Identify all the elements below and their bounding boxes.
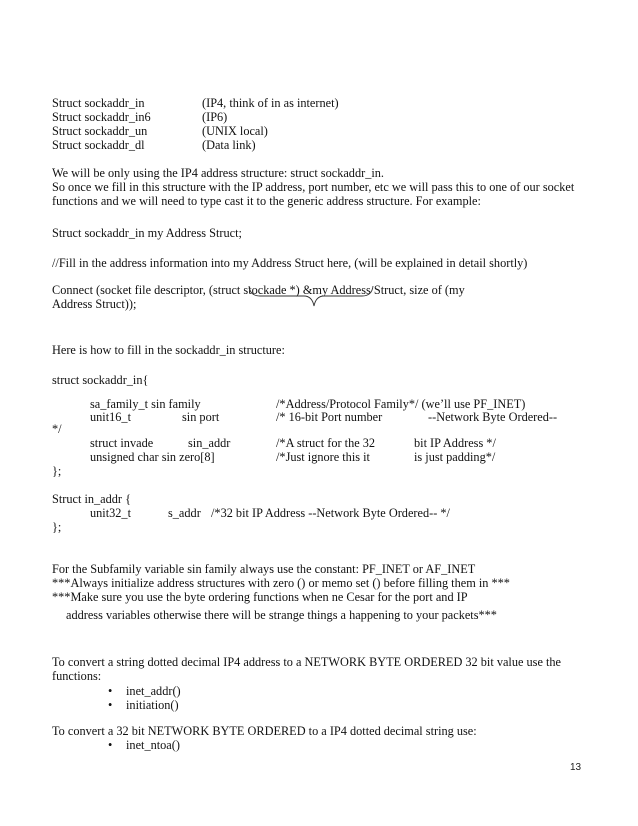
convert1-line-0: To convert a string dotted decimal IP4 address to a NETWORK BYTE ORDERED 32 bit value use the (52, 655, 562, 669)
field-3-type: unsigned char sin zero[8] (90, 450, 215, 464)
field-1-name: sin port (182, 410, 220, 424)
struct-desc-2: (UNIX local) (202, 124, 268, 138)
connect-line-1: Address Struct)); (52, 297, 137, 311)
note-line-1: ***Always initialize address structures with zero () or memo set () before filling them in *** (52, 576, 510, 590)
connect-line-0: Connect (socket file descriptor, (struct stockade *) &my Address Struct, size of (my (52, 283, 465, 297)
para1-line-0: We will be only using the IP4 address structure: struct sockaddr_in. (52, 166, 384, 180)
wrap-comment: */ (52, 422, 62, 436)
field-1-comment: /* 16-bit Port number (276, 410, 383, 424)
note-line-0: For the Subfamily variable sin family always use the constant: PF_INET or AF_INET (52, 562, 476, 576)
struct-desc-1: (IP6) (202, 110, 228, 124)
note-line-3: address variables otherwise there will be strange things a happening to your packets*** (66, 608, 497, 622)
struct-name-1: Struct sockaddr_in6 (52, 110, 151, 124)
field-1-note: --Network Byte Ordered-- (428, 410, 558, 424)
field-2-note: bit IP Address */ (414, 436, 496, 450)
example-declaration: Struct sockaddr_in my Address Struct; (52, 226, 242, 240)
struct-desc-0: (IP4, think of in as internet) (202, 96, 339, 110)
field-3-comment: /*Just ignore this it (276, 450, 370, 464)
bullet-1: • (108, 698, 113, 712)
inaddr-name: s_addr (168, 506, 201, 520)
inaddr-open: Struct in_addr { (52, 492, 131, 506)
bullet-0: • (108, 684, 113, 698)
field-2-name: sin_addr (188, 436, 231, 450)
page-number: 13 (570, 762, 582, 773)
inaddr-comment: /*32 bit IP Address --Network Byte Ordered-- */ (211, 506, 450, 520)
howto-line: Here is how to fill in the sockaddr_in structure: (52, 343, 285, 357)
struct-name-0: Struct sockaddr_in (52, 96, 145, 110)
para1-line-1: So once we fill in this structure with the IP address, port number, etc we will pass this to one of our socket (52, 180, 575, 194)
field-2-type: struct invade (90, 436, 154, 450)
field-3-note: is just padding*/ (414, 450, 496, 464)
convert1-item-1: initiation() (126, 698, 179, 712)
convert1-line-1: functions: (52, 669, 102, 683)
struct-close: }; (52, 464, 62, 478)
inaddr-type: unit32_t (90, 506, 131, 520)
field-0-comment: /*Address/Protocol Family*/ (we’ll use PF_INET) (276, 397, 526, 411)
inaddr-close: }; (52, 520, 62, 534)
note-line-2: ***Make sure you use the byte ordering functions when ne Cesar for the port and IP (52, 590, 468, 604)
struct-open: struct sockaddr_in{ (52, 373, 149, 387)
convert2-item-0: inet_ntoa() (126, 738, 180, 752)
bullet-2: • (108, 738, 113, 752)
convert2-line: To convert a 32 bit NETWORK BYTE ORDERED to a IP4 dotted decimal string use: (52, 724, 477, 738)
field-2-comment: /*A struct for the 32 (276, 436, 376, 450)
struct-desc-3: (Data link) (202, 138, 256, 152)
para1-line-2: functions and we will need to type cast it to the generic address structure. For example: (52, 194, 481, 208)
field-0-type: sa_family_t sin family (90, 397, 201, 411)
struct-name-2: Struct sockaddr_un (52, 124, 148, 138)
field-1-type: unit16_t (90, 410, 131, 424)
fill-comment: //Fill in the address information into my Address Struct here, (will be explained in detail shortly) (52, 256, 528, 270)
convert1-item-0: inet_addr() (126, 684, 181, 698)
struct-name-3: Struct sockaddr_dl (52, 138, 145, 152)
